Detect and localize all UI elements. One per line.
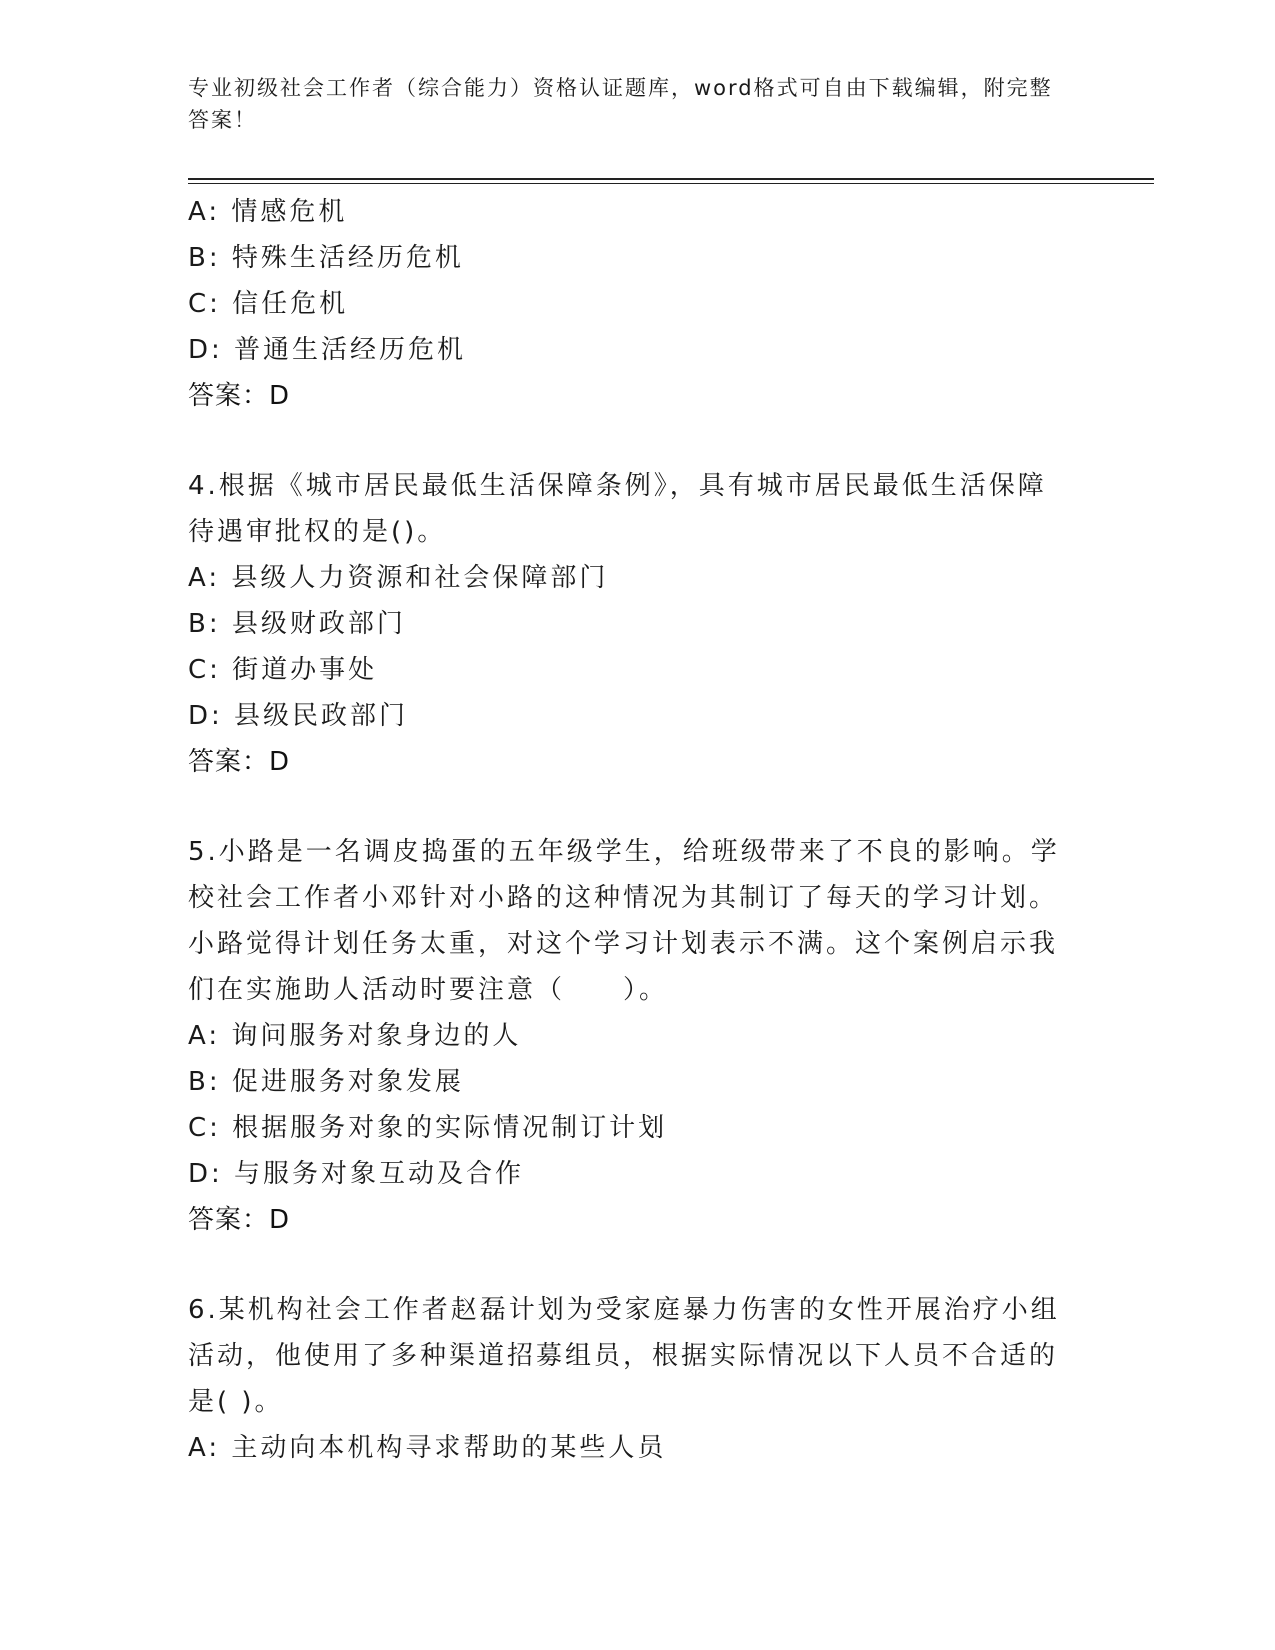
q4-option-b: B: 县级财政部门 <box>188 609 406 639</box>
q6-option-a: A: 主动向本机构寻求帮助的某些人员 <box>188 1433 667 1463</box>
question-content <box>188 189 1068 1471</box>
q6-stem: 6.某机构社会工作者赵磊计划为受家庭暴力伤害的女性开展治疗小组活动，他使用了多种渠道招募组员，根据实际情况以下人员不合适的是( )。 <box>188 1295 1060 1417</box>
q5-option-a: A: 询问服务对象身边的人 <box>188 1021 522 1051</box>
spacer <box>188 785 1068 829</box>
q4-answer: 答案：D <box>188 747 291 777</box>
q5-option-c: C: 根据服务对象的实际情况制订计划 <box>188 1113 668 1143</box>
q3-answer: 答案：D <box>188 381 291 411</box>
spacer <box>188 1243 1068 1287</box>
question-6 <box>188 1287 1068 1471</box>
q4-stem: 4.根据《城市居民最低生活保障条例》，具有城市居民最低生活保障待遇审批权的是()。 <box>188 471 1047 547</box>
header-rule-thick <box>188 178 1154 180</box>
q3-option-b: B: 特殊生活经历危机 <box>188 243 464 273</box>
page-header: 专业初级社会工作者（综合能力）资格认证题库，word格式可自由下载编辑，附完整答案！ <box>188 76 1053 132</box>
question-3 <box>188 189 1068 419</box>
q3-option-c: C: 信任危机 <box>188 289 349 319</box>
q3-option-d: D: 普通生活经历危机 <box>188 335 467 365</box>
q5-answer: 答案：D <box>188 1205 291 1235</box>
q5-option-b: B: 促进服务对象发展 <box>188 1067 464 1097</box>
q4-option-a: A: 县级人力资源和社会保障部门 <box>188 563 609 593</box>
header-rule-thin <box>188 183 1154 184</box>
q5-stem: 5.小路是一名调皮捣蛋的五年级学生，给班级带来了不良的影响。学校社会工作者小邓针对小路的这种情况为其制订了每天的学习计划。小路觉得计划任务太重，对这个学习计划表示不满。这个案例启示我们在实施助人活动时要注意（ ）。 <box>188 837 1060 1005</box>
q4-option-c: C: 街道办事处 <box>188 655 378 685</box>
question-4 <box>188 463 1068 785</box>
question-5 <box>188 829 1068 1243</box>
spacer <box>188 419 1068 463</box>
q3-option-a: A: 情感危机 <box>188 197 348 227</box>
q5-option-d: D: 与服务对象互动及合作 <box>188 1159 525 1189</box>
q4-option-d: D: 县级民政部门 <box>188 701 409 731</box>
